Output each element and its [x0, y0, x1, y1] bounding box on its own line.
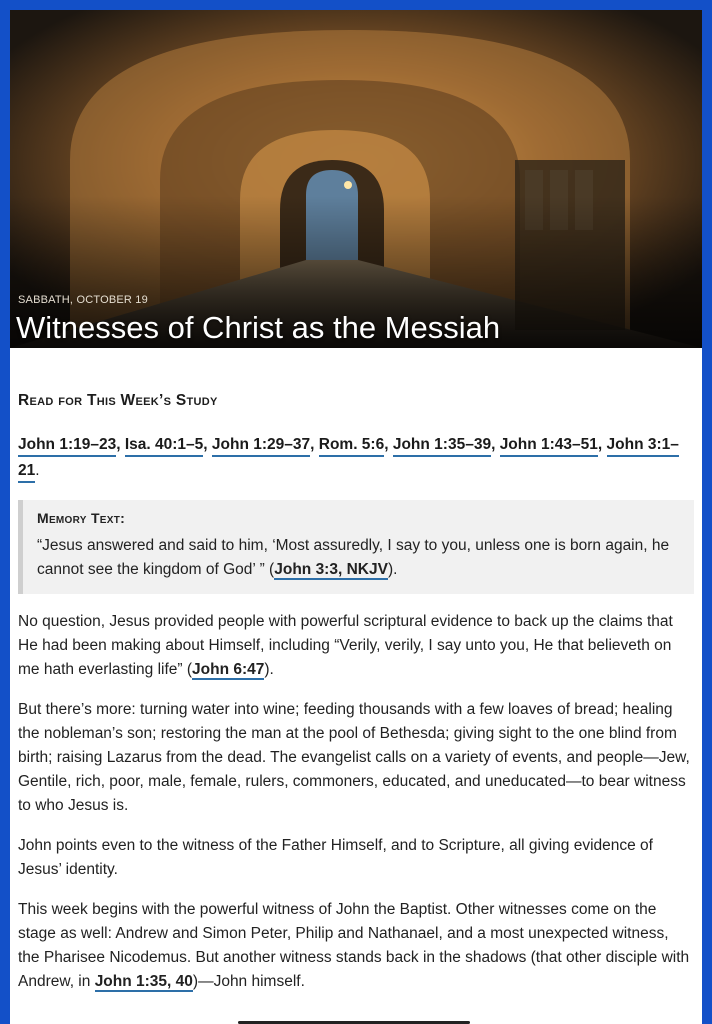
reference-link[interactable]: John 3:1–21: [18, 436, 679, 483]
reading-references: John 1:19–23, Isa. 40:1–5, John 1:29–37, Rom. 5:6, John 1:35–39, John 1:43–51, John 3:1–21.: [18, 432, 694, 484]
memory-heading: Memory Text:: [37, 510, 126, 526]
reference-link[interactable]: John 1:29–37: [212, 436, 310, 457]
reference-link[interactable]: John 6:47: [192, 661, 265, 678]
memory-verse: [37, 534, 678, 582]
reference-link[interactable]: Isa. 40:1–5: [125, 436, 203, 457]
reading-end: .: [35, 462, 40, 479]
paragraph-1: [18, 610, 694, 682]
reference-link[interactable]: John 1:35–39: [393, 436, 491, 457]
paragraph-end: ).: [264, 661, 274, 678]
memory-text-box: [18, 500, 694, 594]
reference-link[interactable]: John 1:19–23: [18, 436, 116, 457]
paragraph-2: But there’s more: turning water into wine; feeding thousands with a few loaves of bread; healing the nobleman’s son; restoring the man at the pool of Bethesda; giving sight to the one blind from birth; raising Lazarus from the dead. The evangelist calls on a variety of events, and people—Jew, Gentile, rich, poor, male, female, rulers, commoners, educated, and uneducated—to bear witness to who Jesus is.: [18, 701, 690, 814]
paragraph-text: No question, Jesus provided people with powerful scriptural evidence to back up the claims that He had been making about Himself, including “Verily, verily, I say unto you, He that believeth on me hath everlasting life” (: [18, 613, 673, 678]
reference-link[interactable]: Rom. 5:6: [319, 436, 384, 457]
reading-heading: Read for This Week’s Study: [18, 392, 218, 409]
memory-end: ).: [387, 561, 398, 578]
lesson-page: [10, 10, 702, 1024]
hero-image: [10, 10, 702, 348]
paragraph-end: )—John himself.: [192, 973, 305, 990]
paragraph-4: [18, 898, 694, 994]
reference-link[interactable]: John 1:35, 40: [94, 973, 193, 990]
lesson-date: SABBATH, OCTOBER 19: [18, 294, 148, 306]
memory-quote: “Jesus answered and said to him, ‘Most assuredly, I say to you, unless one is born again, he cannot see the kingdom of God’ ” (: [37, 537, 670, 578]
paragraph-text: This week begins with the powerful witness of John the Baptist. Other witnesses come on the stage as well: Andrew and Simon Peter, Philip and Nathanael, and a most unexpected witness, the Pharisee Nicodemus. But another witness stands back in the shadows (that other disciple with Andrew, in: [18, 901, 690, 990]
lesson-title: Witnesses of Christ as the Messiah: [16, 310, 501, 345]
lesson-content: [18, 348, 694, 994]
reference-link[interactable]: John 1:43–51: [500, 436, 598, 457]
paragraph-3: John points even to the witness of the Father Himself, and to Scripture, all giving evidence of Jesus’ identity.: [18, 837, 653, 878]
memory-reference-link[interactable]: John 3:3, NKJV: [274, 561, 388, 578]
